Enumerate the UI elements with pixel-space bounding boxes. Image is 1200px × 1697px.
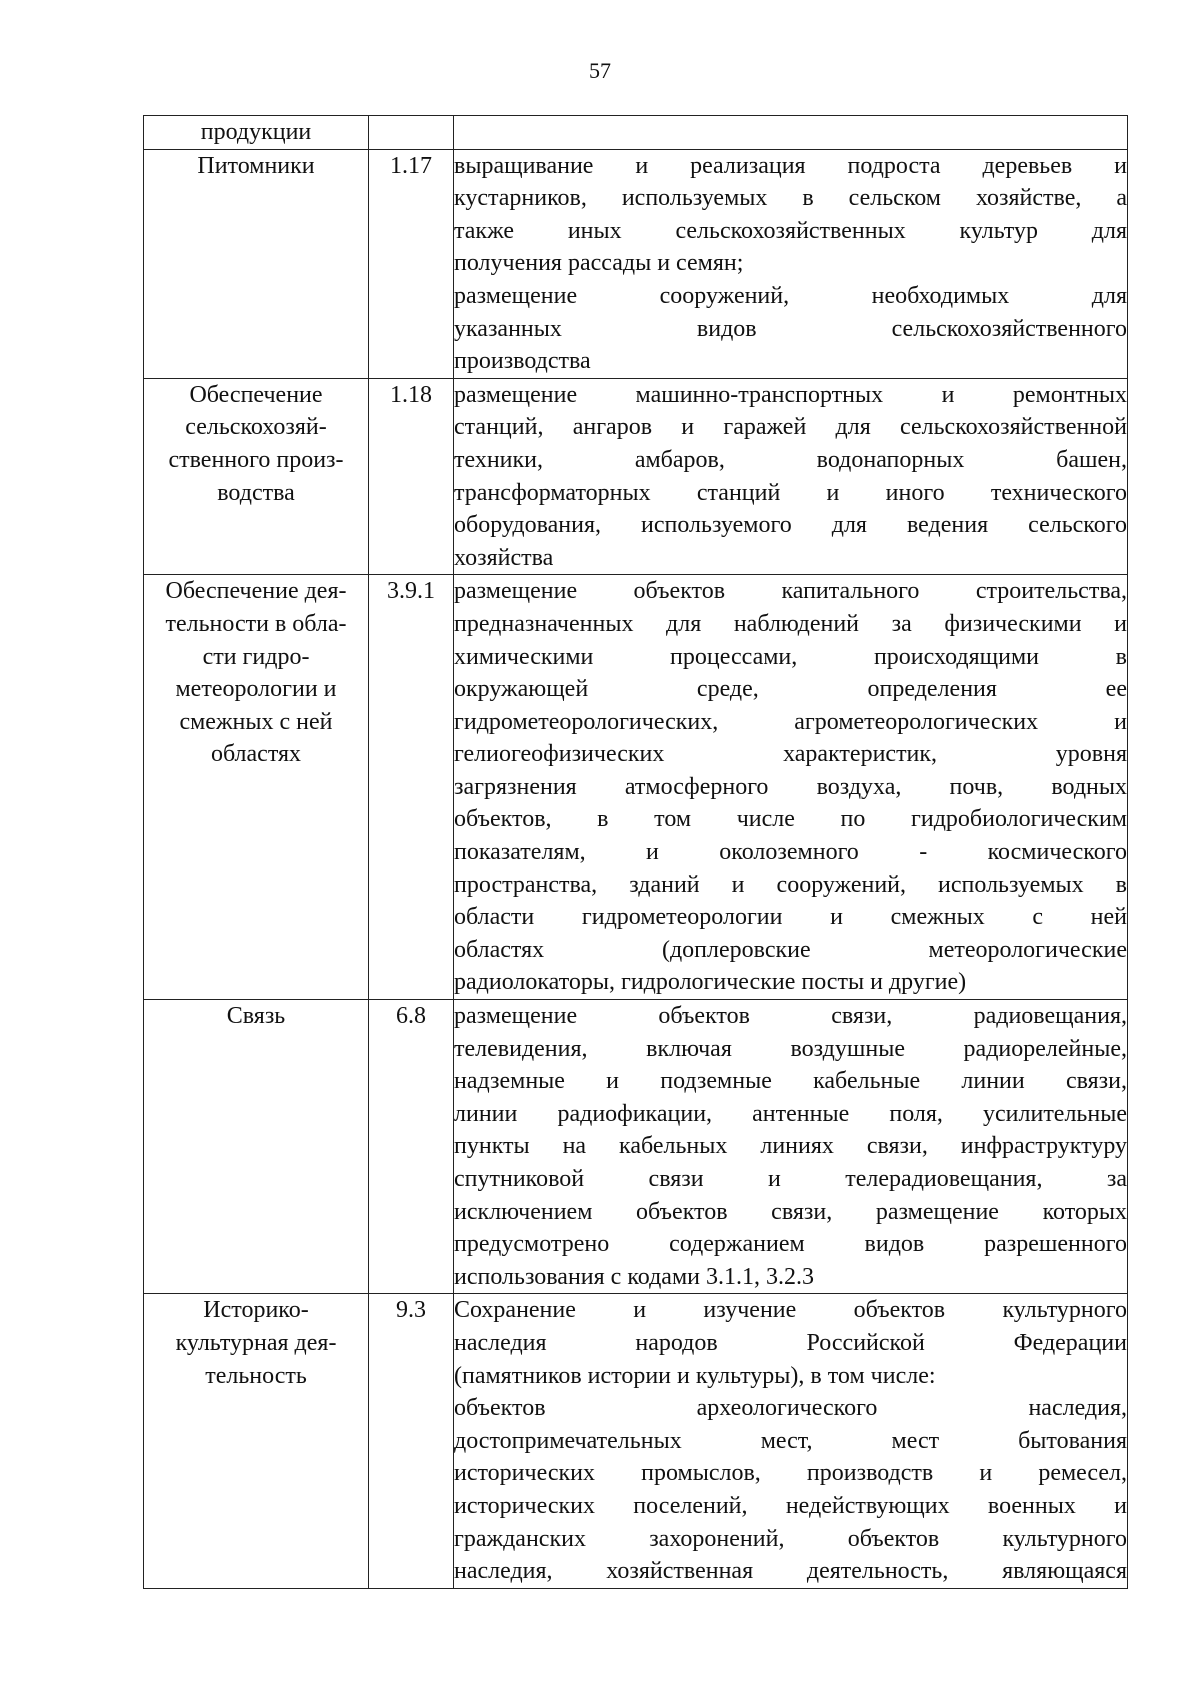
land-use-description-cell (454, 116, 1128, 150)
description-line: указанных видов сельскохозяйственного (454, 315, 1127, 342)
description-line: гелиогеофизических характеристик, уровня (454, 741, 1127, 768)
description-line: спутниковой связи и телерадиовещания, за (454, 1166, 1127, 1192)
description-line: пункты на кабельных линиях связи, инфраструктуру (454, 1133, 1127, 1160)
description-line: предусмотрено содержанием видов разрешенного (454, 1231, 1127, 1258)
page-number: 57 (589, 58, 611, 83)
land-use-code-cell: 9.3 (369, 1294, 454, 1588)
description-line: радиолокаторы, гидрологические посты и другие) (454, 969, 967, 996)
description-line: получения рассады и семян; (454, 250, 744, 277)
land-use-name-line: сти гидро- (202, 643, 310, 670)
land-use-description-cell (454, 1000, 1128, 1294)
land-use-name-line: Питомники (197, 152, 315, 179)
land-use-name-line: Связь (226, 1003, 286, 1030)
land-use-code-cell: 3.9.1 (369, 575, 454, 1000)
land-use-name-cell (144, 116, 369, 150)
description-line: линии радиофикации, антенные поля, усилительные (454, 1100, 1127, 1127)
description-line: хозяйства (454, 544, 554, 571)
land-use-name-line: областях (210, 741, 302, 768)
description-line: химическими процессами, происходящими в (454, 643, 1127, 670)
land-use-code-cell: 1.17 (369, 149, 454, 378)
description-line: области гидрометеорологии и смежных с ней (454, 904, 1127, 931)
table-row (144, 1294, 1128, 1588)
description-line: гидрометеорологических, агрометеорологических и (454, 708, 1127, 735)
description-line: исторических поселений, недействующих военных и (454, 1492, 1127, 1519)
land-use-name-line: метеорологии и (175, 676, 337, 703)
description-line: достопримечательных мест, мест бытования (454, 1427, 1127, 1454)
description-line: трансформаторных станций и иного технического (454, 479, 1127, 506)
land-use-name-cell (144, 149, 369, 378)
land-use-name-cell (144, 1294, 369, 1588)
land-use-name-line: тельность (205, 1362, 307, 1389)
table-row (144, 575, 1128, 1000)
table-row (144, 116, 1128, 150)
land-use-name-line: ственного произ- (168, 446, 344, 473)
description-line: окружающей среде, определения ее (454, 676, 1127, 703)
description-line: размещение сооружений, необходимых для (454, 282, 1127, 309)
land-use-name-line: Обеспечение дея- (165, 578, 347, 605)
description-line: областях (доплеровские метеорологические (454, 936, 1127, 963)
description-line: выращивание и реализация подроста деревьев и (454, 152, 1127, 179)
description-line: гражданских захоронений, объектов культурного (454, 1525, 1127, 1552)
land-use-name-line: тельности в обла- (165, 610, 347, 637)
description-line: загрязнения атмосферного воздуха, почв, водных (454, 773, 1127, 800)
land-use-description-cell (454, 378, 1128, 575)
description-line: исключением объектов связи, размещение которых (454, 1198, 1127, 1225)
land-use-name-line: продукции (200, 119, 312, 145)
description-line: производства (454, 348, 591, 375)
table-row (144, 149, 1128, 378)
land-use-table (143, 115, 1128, 1589)
land-use-name-cell (144, 378, 369, 575)
description-line: надземные и подземные кабельные линии связи, (454, 1068, 1127, 1095)
table-row (144, 378, 1128, 575)
land-use-code-cell: 6.8 (369, 1000, 454, 1294)
table-row (144, 1000, 1128, 1294)
description-line: пространства, зданий и сооружений, используемых в (454, 871, 1127, 898)
description-line: объектов археологического наследия, (454, 1395, 1127, 1422)
description-line: Сохранение и изучение объектов культурного (454, 1297, 1127, 1324)
description-line: наследия народов Российской Федерации (454, 1329, 1127, 1356)
description-line: также иных сельскохозяйственных культур для (454, 217, 1127, 244)
description-line: кустарников, используемых в сельском хозяйстве, а (454, 185, 1127, 212)
description-line: использования с кодами 3.1.1, 3.2.3 (454, 1263, 814, 1290)
land-use-code-cell: 1.18 (369, 378, 454, 575)
description-line: (памятников истории и культуры), в том числе: (454, 1362, 936, 1389)
description-line: размещение объектов капитального строительства, (454, 578, 1127, 605)
description-line: размещение объектов связи, радиовещания, (454, 1003, 1127, 1030)
land-use-description-cell (454, 1294, 1128, 1588)
description-line: показателям, и околоземного - космического (454, 839, 1127, 866)
land-use-name-line: Историко- (203, 1297, 309, 1324)
land-use-name-cell (144, 575, 369, 1000)
description-line: наследия, хозяйственная деятельность, являющаяся (454, 1558, 1127, 1585)
land-use-name-line: сельскохозяй- (185, 414, 327, 441)
land-use-name-line: культурная дея- (175, 1329, 337, 1356)
description-line: объектов, в том числе по гидробиологическим (454, 806, 1127, 833)
land-use-code-cell (369, 116, 454, 150)
description-line: предназначенных для наблюдений за физическими и (454, 610, 1127, 637)
description-line: исторических промыслов, производств и ремесел, (454, 1460, 1127, 1487)
land-use-description-cell (454, 149, 1128, 378)
description-line: оборудования, используемого для ведения сельского (454, 512, 1127, 539)
description-line: телевидения, включая воздушные радиорелейные, (454, 1035, 1127, 1062)
land-use-name-cell (144, 1000, 369, 1294)
land-use-name-line: Обеспечение (189, 381, 323, 408)
land-use-name-line: смежных с ней (179, 708, 333, 735)
description-line: размещение машинно-транспортных и ремонтных (454, 381, 1127, 408)
description-line: станций, ангаров и гаражей для сельскохозяйственной (454, 414, 1127, 441)
description-line: техники, амбаров, водонапорных башен, (454, 446, 1127, 473)
land-use-description-cell (454, 575, 1128, 1000)
land-use-name-line: водства (217, 479, 295, 506)
